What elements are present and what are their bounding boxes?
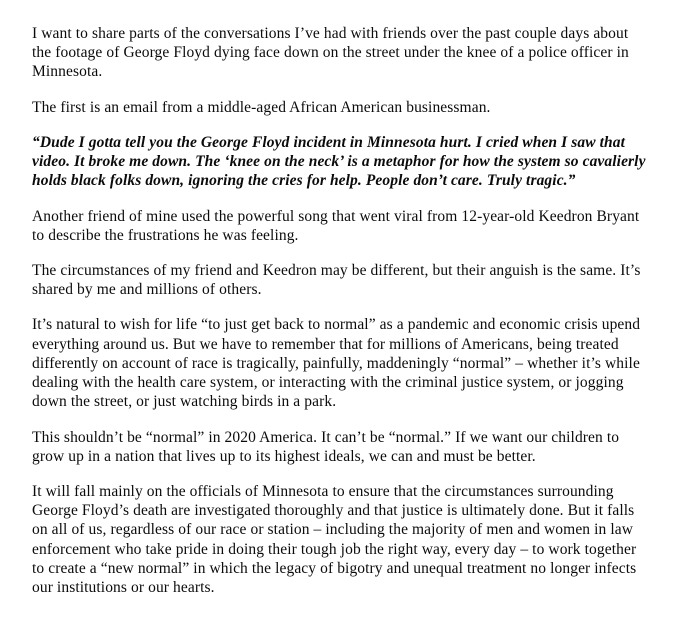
paragraph-intro: I want to share parts of the conversations I’ve had with friends over the past couple days about the footage of George Floyd dying face down on the street under the knee of a police officer in Minnesota. <box>32 25 629 81</box>
paragraph-2020-america: This shouldn’t be “normal” in 2020 America. It can’t be “normal.” If we want our children to grow up in a nation that lives up to its highest ideals, we can and must be better. <box>32 428 620 465</box>
paragraph-shared-anguish: The circumstances of my friend and Keedron may be different, but their anguish is the same. It’s shared by me and millions of others. <box>32 261 641 299</box>
paragraph-friend-quote: “Dude I gotta tell you the George Floyd incident in Minnesota hurt. I cried when I saw that video. It broke me down. The ‘knee on the neck’ is a metaphor for how the system so cavalierly holds black folks down, ignoring the cries for help. People don’t care. Truly tragic.” <box>32 133 646 190</box>
paragraph-first-email-lead: The first is an email from a middle-aged African American businessman. <box>32 98 491 116</box>
paragraph-back-to-normal: It’s natural to wish for life “to just get back to normal” as a pandemic and economic crisis upend everything around us. But we have to remember that for millions of Americans, being treated differently on account of race is tragically, painfully, maddeningly “normal” – whether it’s while dealing with the health care system, or interacting with the criminal justice system, or jogging down the street, or just watching birds in a park. <box>32 316 641 411</box>
paragraph-officials-minnesota: It will fall mainly on the officials of Minnesota to ensure that the circumstances surrounding George Floyd’s death are investigated thoroughly and that justice is ultimately done. But it falls on all of us, regardless of our race or station – including the majority of men and women in law enforcement who take pride in doing their tough job the right way, every day – to work together to create a “new normal” in which the legacy of bigotry and unequal treatment no longer infects our institutions or our hearts. <box>32 482 637 597</box>
paragraph-keedron-song: Another friend of mine used the powerful song that went viral from 12-year-old Keedron Bryant to describe the frustrations he was feeling. <box>32 207 640 244</box>
